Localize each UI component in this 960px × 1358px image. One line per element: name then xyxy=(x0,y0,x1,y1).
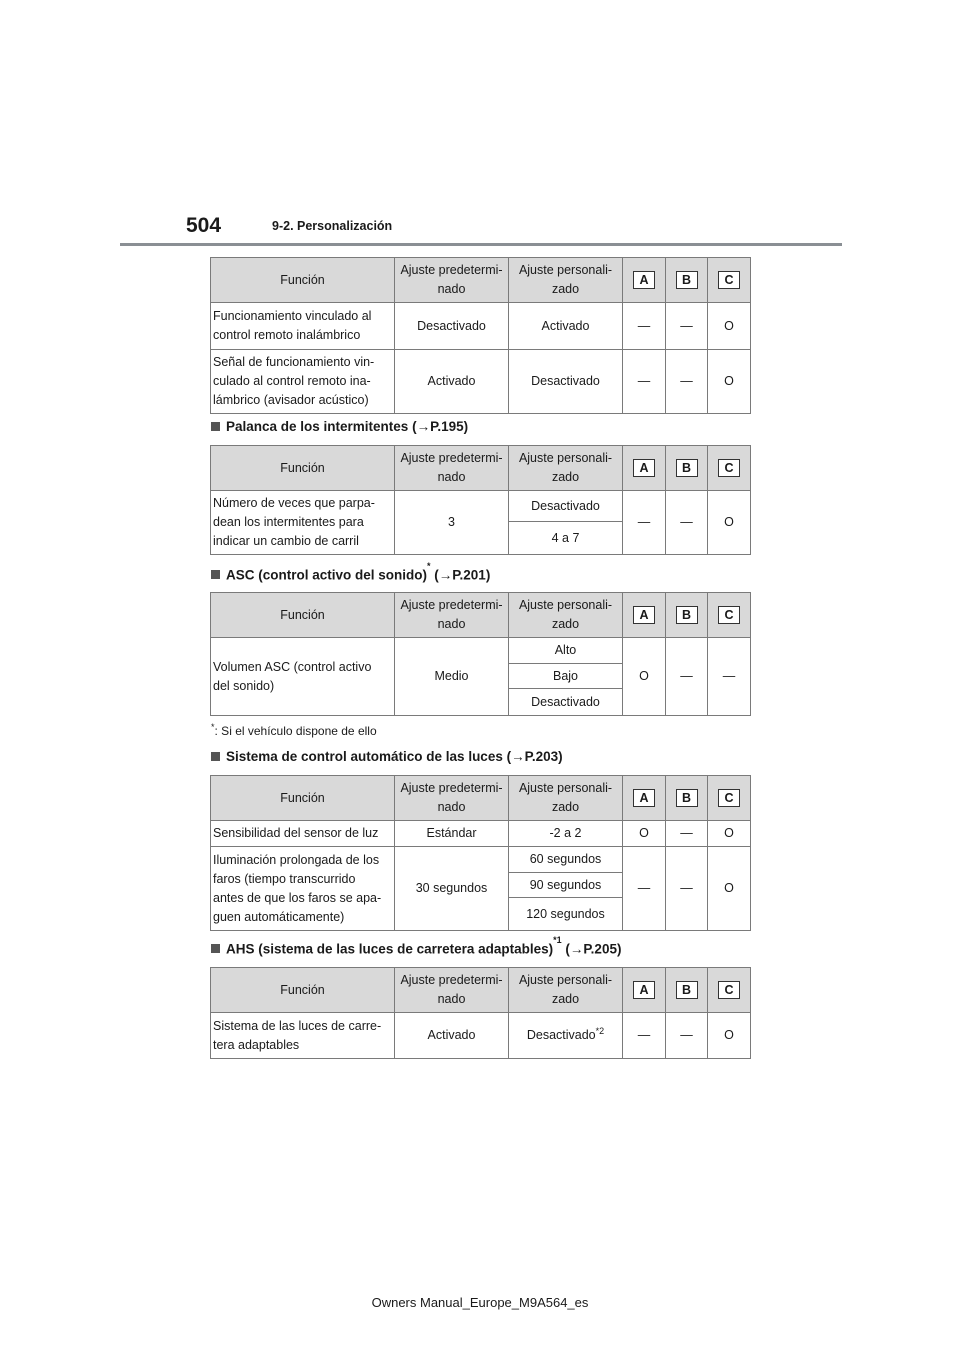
bullet-square-icon xyxy=(211,944,220,953)
cell-pers: Desactivado xyxy=(509,689,623,716)
table-header-row xyxy=(211,776,751,821)
cell-pers: Desactivado xyxy=(509,491,623,522)
cell-pred: 30 segundos xyxy=(395,847,509,931)
table-row xyxy=(211,1013,751,1059)
bullet-square-icon xyxy=(211,570,220,579)
cell-funcion: Número de veces que parpa- dean los intermitentes para indicar un cambio de carril xyxy=(211,491,395,555)
table-row xyxy=(211,821,751,847)
header-divider xyxy=(120,243,842,246)
col-a-label: A xyxy=(633,459,655,477)
cell-b: — xyxy=(666,847,708,931)
cell-b: — xyxy=(666,303,708,350)
col-personalizado: Ajuste personali- zado xyxy=(509,968,623,1013)
col-b-label: B xyxy=(676,459,698,477)
col-personalizado: Ajuste personali- zado xyxy=(509,776,623,821)
table-header-row xyxy=(211,446,751,491)
table-row xyxy=(211,491,751,522)
table-row xyxy=(211,638,751,664)
cell-pers: 60 segundos xyxy=(509,847,623,873)
cell-c: O xyxy=(708,350,751,414)
section-reference: 9-2. Personalización xyxy=(272,219,393,233)
col-funcion: Función xyxy=(211,968,395,1013)
cell-b: — xyxy=(666,1013,708,1059)
cell-pred: Activado xyxy=(395,1013,509,1059)
col-b-label: B xyxy=(676,981,698,999)
cell-a: — xyxy=(623,350,666,414)
footer-manual-id: Owners Manual_Europe_M9A564_es xyxy=(371,1295,589,1310)
bullet-square-icon xyxy=(211,752,220,761)
cell-a: — xyxy=(623,847,666,931)
col-funcion: Función xyxy=(211,593,395,638)
cell-funcion: Sistema de las luces de carre- tera adaptables xyxy=(211,1013,395,1059)
table-header-row xyxy=(211,593,751,638)
col-predeterminado: Ajuste predetermi- nado xyxy=(395,968,509,1013)
cell-a: — xyxy=(623,303,666,350)
section-heading-turn-signal: Palanca de los intermitentes (→P.195) xyxy=(211,419,468,434)
col-c-label: C xyxy=(718,459,740,477)
table-header-row xyxy=(211,258,751,303)
cell-a: — xyxy=(623,1013,666,1059)
cell-c: O xyxy=(708,847,751,931)
cell-a: O xyxy=(623,821,666,847)
table-row xyxy=(211,303,751,350)
cell-c: O xyxy=(708,1013,751,1059)
table-row xyxy=(211,350,751,414)
col-predeterminado: Ajuste predetermi- nado xyxy=(395,258,509,303)
col-funcion: Función xyxy=(211,258,395,303)
section-heading-ahs: AHS (sistema de las luces de carretera adaptables)$^{*1}$ (→P.205) xyxy=(211,940,621,957)
col-personalizado: Ajuste personali- zado xyxy=(509,593,623,638)
cell-a: O xyxy=(623,638,666,716)
cell-b: — xyxy=(666,821,708,847)
cell-c: O xyxy=(708,821,751,847)
cell-c: O xyxy=(708,491,751,555)
col-c-label: C xyxy=(718,981,740,999)
section-heading-asc: ASC (control activo del sonido)* (→P.201) xyxy=(211,566,490,583)
col-a-label: A xyxy=(633,271,655,289)
settings-table-asc xyxy=(210,592,751,716)
cell-pers: Desactivado xyxy=(509,350,623,414)
cell-pers: 4 a 7 xyxy=(509,522,623,555)
col-a-label: A xyxy=(633,981,655,999)
cell-pers: Alto xyxy=(509,638,623,664)
cell-pers: Desactivado$^{*2}$ xyxy=(509,1013,623,1059)
col-b-label: B xyxy=(676,271,698,289)
page-number: 504 xyxy=(186,214,222,237)
cell-pred: Desactivado xyxy=(395,303,509,350)
cell-c: — xyxy=(708,638,751,716)
cell-funcion: Señal de funcionamiento vin- culado al control remoto ina- lámbrico (avisador acústico) xyxy=(211,350,395,414)
bullet-square-icon xyxy=(211,422,220,431)
col-a-label: A xyxy=(633,789,655,807)
cell-pred: 3 xyxy=(395,491,509,555)
cell-pers: 90 segundos xyxy=(509,873,623,898)
cell-pred: Estándar xyxy=(395,821,509,847)
section-heading-auto-lights: Sistema de control automático de las luces (→P.203) xyxy=(211,749,563,764)
cell-funcion: Iluminación prolongada de los faros (tiempo transcurrido antes de que los faros se apa- guen automáticamente) xyxy=(211,847,395,931)
cell-pers: -2 a 2 xyxy=(509,821,623,847)
settings-table-turn-signal xyxy=(210,445,751,555)
cell-pred: Activado xyxy=(395,350,509,414)
cell-funcion: Volumen ASC (control activo del sonido) xyxy=(211,638,395,716)
cell-b: — xyxy=(666,638,708,716)
col-c-label: C xyxy=(718,271,740,289)
settings-table-auto-lights xyxy=(210,775,751,931)
col-predeterminado: Ajuste predetermi- nado xyxy=(395,776,509,821)
cell-pers: 120 segundos xyxy=(509,898,623,931)
col-personalizado: Ajuste personali- zado xyxy=(509,446,623,491)
cell-pers: Activado xyxy=(509,303,623,350)
col-b-label: B xyxy=(676,606,698,624)
cell-b: — xyxy=(666,491,708,555)
settings-table-remote xyxy=(210,257,751,414)
col-c-label: C xyxy=(718,606,740,624)
cell-b: — xyxy=(666,350,708,414)
col-c-label: C xyxy=(718,789,740,807)
table-row xyxy=(211,847,751,873)
col-a-label: A xyxy=(633,606,655,624)
cell-pers: Bajo xyxy=(509,664,623,689)
cell-funcion: Funcionamiento vinculado al control remoto inalámbrico xyxy=(211,303,395,350)
col-predeterminado: Ajuste predetermi- nado xyxy=(395,593,509,638)
col-funcion: Función xyxy=(211,446,395,491)
settings-table-ahs xyxy=(210,967,751,1059)
footnote: *: Si el vehículo dispone de ello xyxy=(211,722,377,738)
cell-a: — xyxy=(623,491,666,555)
cell-funcion: Sensibilidad del sensor de luz xyxy=(211,821,395,847)
col-funcion: Función xyxy=(211,776,395,821)
cell-pred: Medio xyxy=(395,638,509,716)
col-personalizado: Ajuste personali- zado xyxy=(509,258,623,303)
col-predeterminado: Ajuste predetermi- nado xyxy=(395,446,509,491)
cell-c: O xyxy=(708,303,751,350)
col-b-label: B xyxy=(676,789,698,807)
table-header-row xyxy=(211,968,751,1013)
